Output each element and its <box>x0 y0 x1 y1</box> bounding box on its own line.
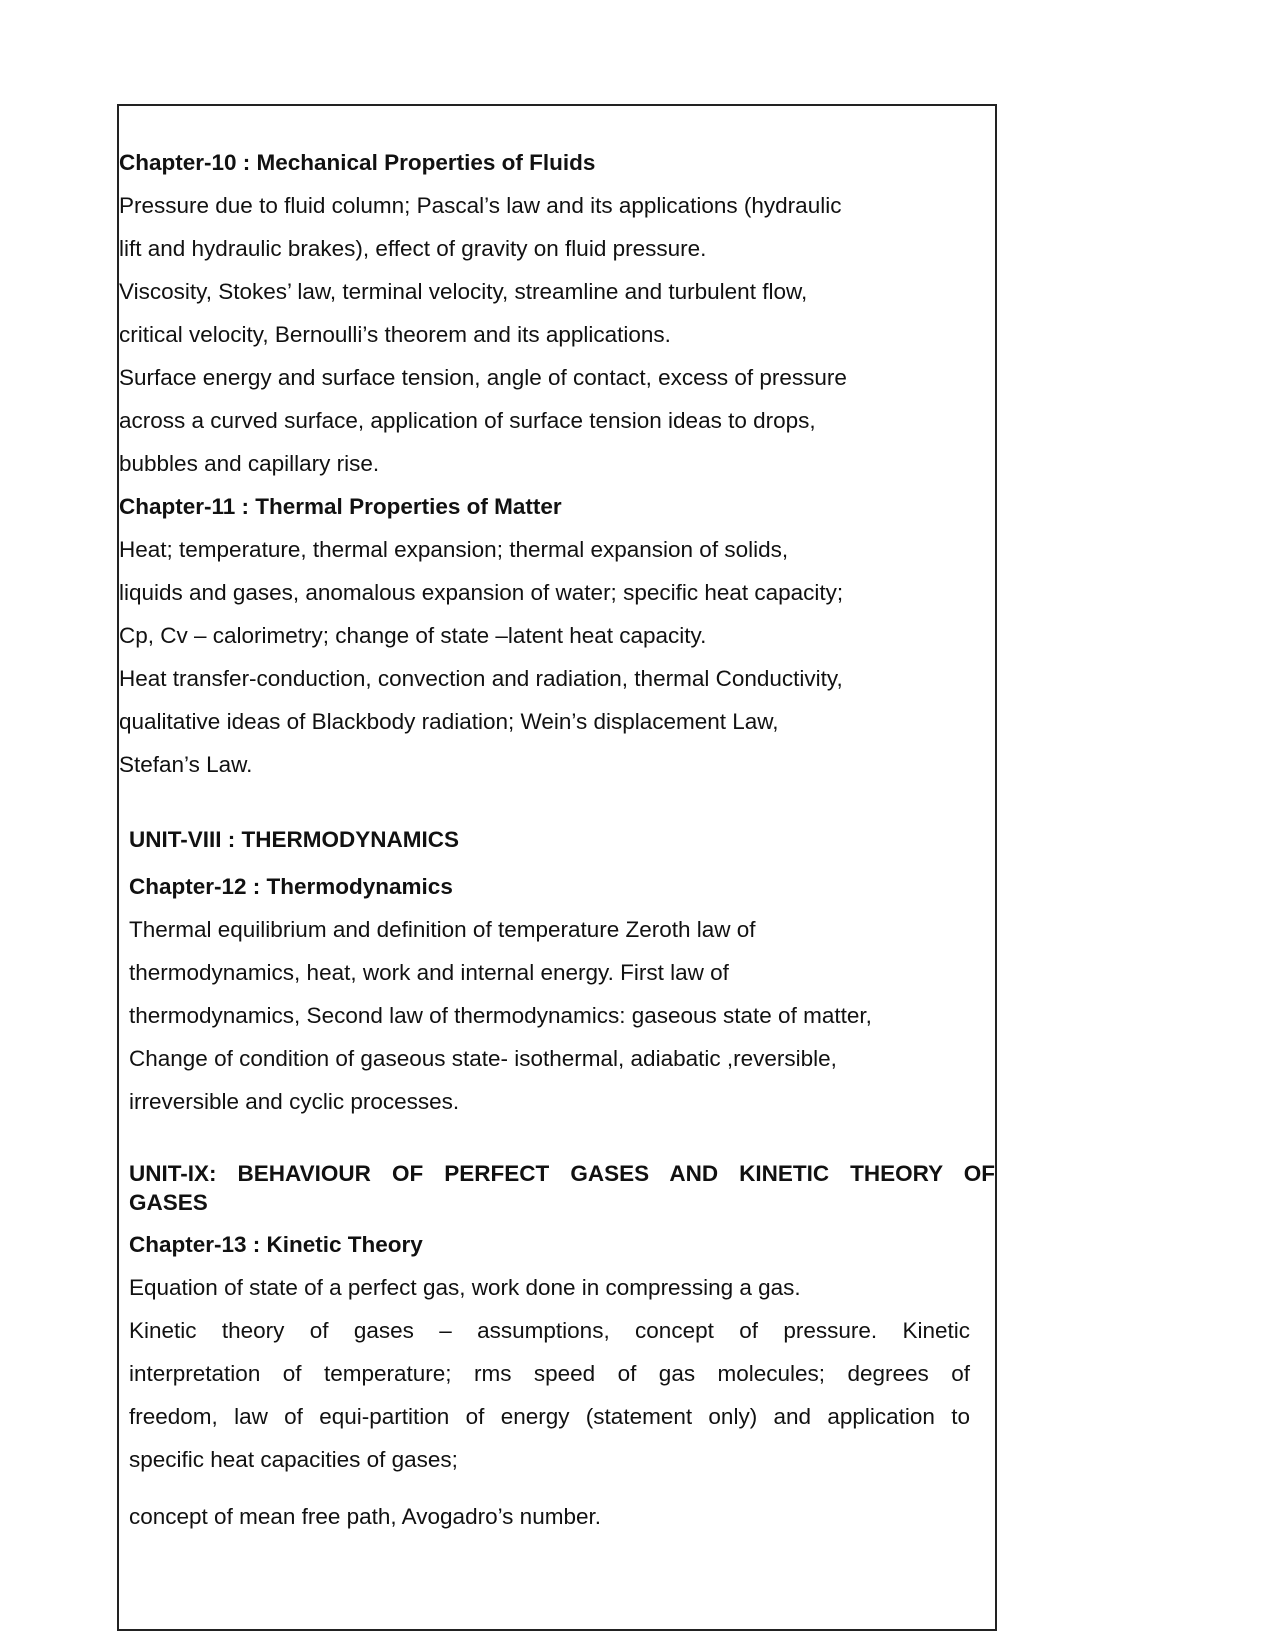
chapter-13-line: Kinetic theory of gases – assumptions, concept of pressure. Kinetic <box>129 1318 970 1343</box>
chapter-10-line: lift and hydraulic brakes), effect of gravity on fluid pressure. <box>119 236 707 261</box>
chapter-13-line: freedom, law of equi-partition of energy (statement only) and application to <box>129 1404 970 1429</box>
chapter-10-line: Surface energy and surface tension, angle of contact, excess of pressure <box>119 365 847 390</box>
chapter-11-line: qualitative ideas of Blackbody radiation; Wein’s displacement Law, <box>119 709 779 734</box>
chapter-13-title: Chapter-13 : Kinetic Theory <box>129 1232 423 1257</box>
chapter-13-line: specific heat capacities of gases; <box>129 1447 458 1472</box>
chapter-10-line: Viscosity, Stokes’ law, terminal velocity, streamline and turbulent flow, <box>119 279 808 304</box>
chapter-10-line: bubbles and capillary rise. <box>119 451 380 476</box>
chapter-12-line: Thermal equilibrium and definition of temperature Zeroth law of <box>129 917 756 942</box>
chapter-11-title: Chapter-11 : Thermal Properties of Matter <box>119 494 562 519</box>
chapter-12-line: Change of condition of gaseous state- isothermal, adiabatic ,reversible, <box>129 1046 837 1071</box>
unit-9-title: UNIT-IX: BEHAVIOUR OF PERFECT GASES AND KINETIC THEORY OF <box>129 1161 995 1186</box>
chapter-11-line: liquids and gases, anomalous expansion of water; specific heat capacity; <box>119 580 844 605</box>
unit-8-title: UNIT-VIII : THERMODYNAMICS <box>129 827 459 852</box>
chapter-12-line: thermodynamics, Second law of thermodynamics: gaseous state of matter, <box>129 1003 872 1028</box>
chapter-13-line: interpretation of temperature; rms speed of gas molecules; degrees of <box>129 1361 970 1386</box>
chapter-13-line: concept of mean free path, Avogadro’s number. <box>129 1504 601 1529</box>
chapter-11-line: Heat transfer-conduction, convection and radiation, thermal Conductivity, <box>119 666 843 691</box>
chapter-10-title: Chapter-10 : Mechanical Properties of Fluids <box>119 150 596 175</box>
chapter-12-line: irreversible and cyclic processes. <box>129 1089 460 1114</box>
unit-9-title-continued: GASES <box>129 1190 208 1215</box>
chapter-10-line: critical velocity, Bernoulli’s theorem and its applications. <box>119 322 671 347</box>
chapter-12-title: Chapter-12 : Thermodynamics <box>129 874 453 899</box>
chapter-13-line: Equation of state of a perfect gas, work done in compressing a gas. <box>129 1275 801 1300</box>
chapter-10-line: Pressure due to fluid column; Pascal’s law and its applications (hydraulic <box>119 193 842 218</box>
chapter-11-line: Heat; temperature, thermal expansion; thermal expansion of solids, <box>119 537 789 562</box>
chapter-11-line: Cp, Cv – calorimetry; change of state –latent heat capacity. <box>119 623 707 648</box>
chapter-10-line: across a curved surface, application of surface tension ideas to drops, <box>119 408 816 433</box>
chapter-12-line: thermodynamics, heat, work and internal energy. First law of <box>129 960 729 985</box>
chapter-11-line: Stefan’s Law. <box>119 752 253 777</box>
